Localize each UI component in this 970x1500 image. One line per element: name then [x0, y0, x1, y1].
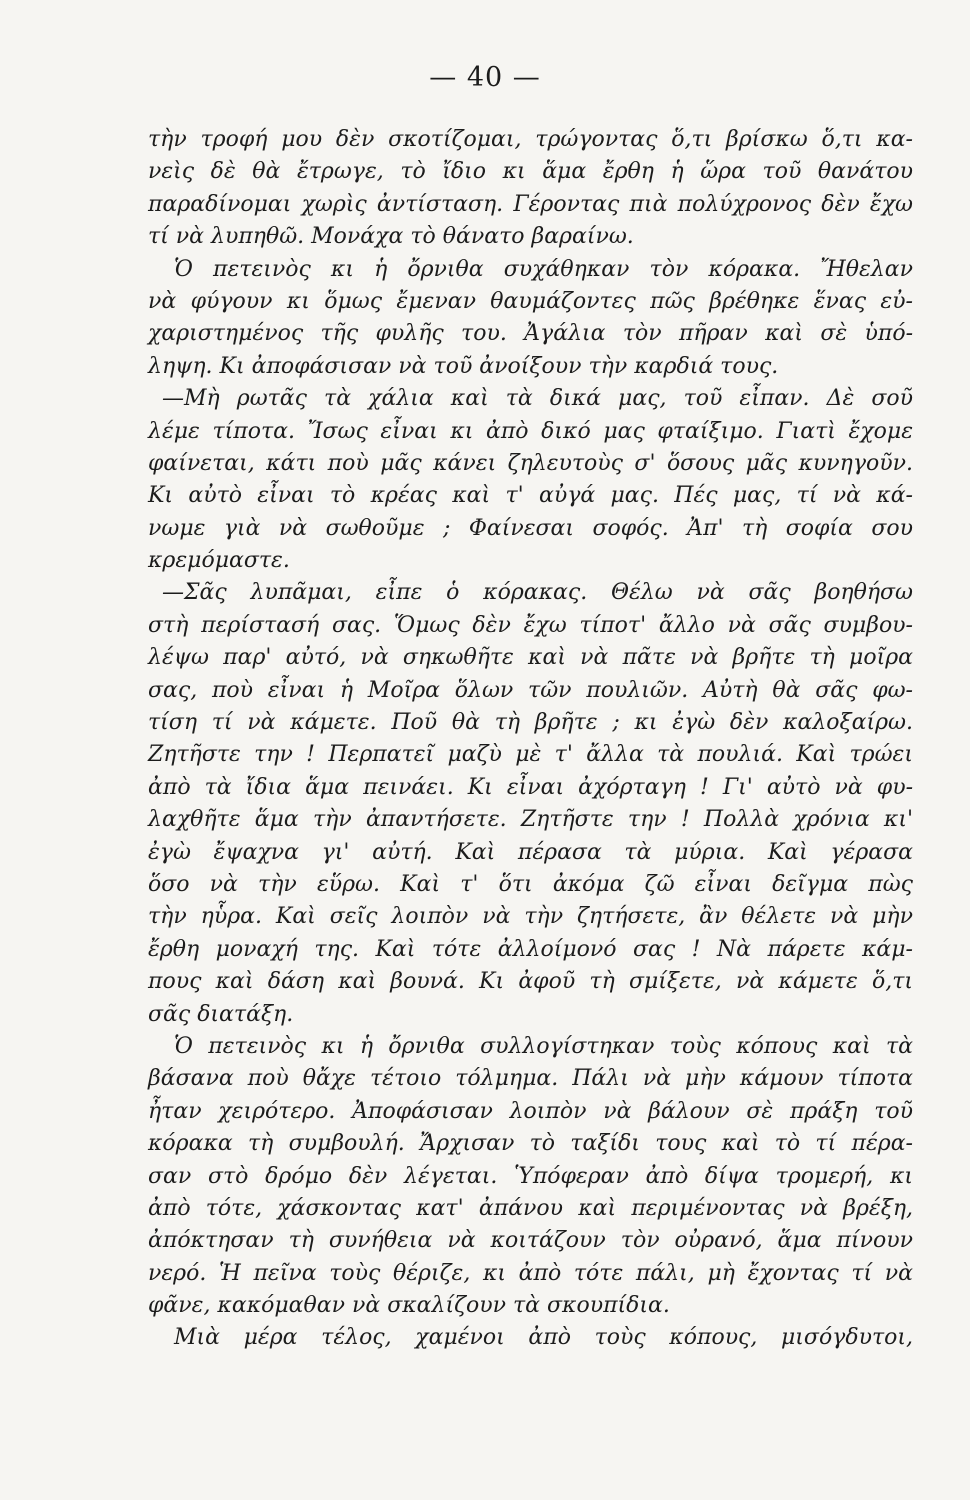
text-line: παραδίνομαι χωρὶς ἀντίσταση. Γέροντας πιὰ πολύχρονος δὲν ἔχω — [148, 191, 913, 217]
text-line: ἦταν χειρότερο. Ἀποφάσισαν λοιπὸν νὰ βάλουν σὲ πράξη τοῦ — [148, 1098, 913, 1124]
text-line: σας, ποὺ εἶναι ἡ Μοῖρα ὅλων τῶν πουλιῶν. Αὐτὴ θὰ σᾶς φω- — [148, 677, 913, 703]
text-line: σᾶς διατάξη. — [148, 1001, 294, 1027]
text-line: τὴν ηὗρα. Καὶ σεῖς λοιπὸν νὰ τὴν ζητήσετε, ἂν θέλετε νὰ μὴν — [148, 904, 913, 930]
text-line: —Μὴ ρωτᾶς τὰ χάλια καὶ τὰ δικά μας, τοῦ εἶπαν. Δὲ σοῦ — [162, 386, 913, 412]
text-line: ἀπὸ τὰ ἴδια ἅμα πεινάει. Κι εἶναι ἀχόρταγη ! Γι' αὐτὸ νὰ φυ- — [148, 774, 913, 800]
text-line: στὴ περίστασή σας. Ὅμως δὲν ἔχω τίποτ' ἄλλο νὰ σᾶς συμβου- — [148, 612, 913, 638]
page-number: — 40 — — [429, 62, 541, 93]
text-line: ληψη. Κι ἀποφάσισαν νὰ τοῦ ἀνοίξουν τὴν καρδιά τους. — [148, 353, 779, 379]
text-line: ἐγὼ ἔψαχνα γι' αὐτή. Καὶ πέρασα τὰ μύρια. Καὶ γέρασα — [148, 839, 913, 865]
text-line: φαίνεται, κάτι ποὺ μᾶς κάνει ζηλευτοὺς σ' ὅσους μᾶς κυνηγοῦν. — [148, 450, 913, 476]
text-line: νεὶς δὲ θὰ ἔτρωγε, τὸ ἴδιο κι ἅμα ἔρθη ἡ ὥρα τοῦ θανάτου — [148, 159, 913, 185]
text-line: λέψω παρ' αὐτό, νὰ σηκωθῆτε καὶ νὰ πᾶτε νὰ βρῆτε τὴ μοῖρα — [148, 645, 913, 671]
text-line: κόρακα τὴ συμβουλή. Ἄρχισαν τὸ ταξίδι τους καὶ τὸ τί πέρα- — [148, 1131, 913, 1157]
text-line: ἔρθη μοναχή της. Καὶ τότε ἀλλοίμονό σας ! Νὰ πάρετε κάμ- — [148, 936, 913, 962]
text-line: βάσανα ποὺ θἄχε τέτοιο τόλμημα. Πάλι νὰ μὴν κάμουν τίποτα — [148, 1066, 913, 1092]
text-line: τί νὰ λυπηθῶ. Μονάχα τὸ θάνατο βαραίνω. — [148, 224, 634, 250]
text-line: ἀπὸ τότε, χάσκοντας κατ' ἀπάνου καὶ περιμένοντας νὰ βρέξη, — [148, 1195, 913, 1221]
text-line: —Σᾶς λυπᾶμαι, εἶπε ὁ κόρακας. Θέλω νὰ σᾶς βοηθήσω — [162, 580, 913, 606]
text-line: τίση τί νὰ κάμετε. Ποῦ θὰ τὴ βρῆτε ; κι ἐγὼ δὲν καλοξαίρω. — [148, 710, 913, 736]
text-line: Ὁ πετεινὸς κι ἡ ὄρνιθα συχάθηκαν τὸν κόρακα. Ἤθελαν — [174, 256, 913, 282]
text-line: πους καὶ δάση καὶ βουνά. Κι ἀφοῦ τὴ σμίξετε, νὰ κάμετε ὅ,τι — [148, 969, 913, 995]
text-line: λαχθῆτε ἅμα τὴν ἀπαντήσετε. Ζητῆστε την ! Πολλὰ χρόνια κι' — [148, 807, 913, 833]
text-line: νὰ φύγουν κι ὅμως ἔμεναν θαυμάζοντες πῶς βρέθηκε ἕνας εὐ- — [148, 288, 913, 314]
text-line: νερό. Ἡ πεῖνα τοὺς θέριζε, κι ἀπὸ τότε πάλι, μὴ ἔχοντας τί νὰ — [148, 1260, 913, 1286]
text-line: Ὁ πετεινὸς κι ἡ ὄρνιθα συλλογίστηκαν τοὺς κόπους καὶ τὰ — [174, 1033, 913, 1059]
text-line: κρεμόμαστε. — [148, 548, 290, 574]
text-line: τὴν τροφή μου δὲν σκοτίζομαι, τρώγοντας ὅ,τι βρίσκω ὅ,τι κα- — [148, 127, 913, 152]
text-line: ἀπόκτησαν τὴ συνήθεια νὰ κοιτάζουν τὸν οὐρανό, ἅμα πίνουν — [148, 1228, 913, 1254]
text-line: φᾶνε, κακόμαθαν νὰ σκαλίζουν τὰ σκουπίδια. — [148, 1293, 670, 1319]
body-text — [148, 124, 913, 1355]
text-line: νωμε γιὰ νὰ σωθοῦμε ; Φαίνεσαι σοφός. Ἀπ' τὴ σοφία σου — [148, 515, 913, 541]
text-line: λέμε τίποτα. Ἴσως εἶναι κι ἀπὸ δικό μας φταίξιμο. Γιατὶ ἔχομε — [148, 418, 913, 444]
text-line: Κι αὐτὸ εἶναι τὸ κρέας καὶ τ' αὐγά μας. Πές μας, τί νὰ κά- — [148, 483, 913, 509]
text-line: σαν στὸ δρόμο δὲν λέγεται. Ὑπόφεραν ἀπὸ δίψα τρομερή, κι — [148, 1163, 913, 1189]
text-line: Μιὰ μέρα τέλος, χαμένοι ἀπὸ τοὺς κόπους, μισόγδυτοι, — [174, 1325, 913, 1351]
text-line: Ζητῆστε την ! Περπατεῖ μαζὺ μὲ τ' ἄλλα τὰ πουλιά. Καὶ τρώει — [148, 742, 913, 768]
text-line: ὅσο νὰ τὴν εὕρω. Καὶ τ' ὅτι ἀκόμα ζῶ εἶναι δεῖγμα πὼς — [148, 871, 913, 897]
text-line: χαριστημένος τῆς φυλῆς του. Ἀγάλια τὸν πῆραν καὶ σὲ ὑπό- — [148, 321, 913, 347]
